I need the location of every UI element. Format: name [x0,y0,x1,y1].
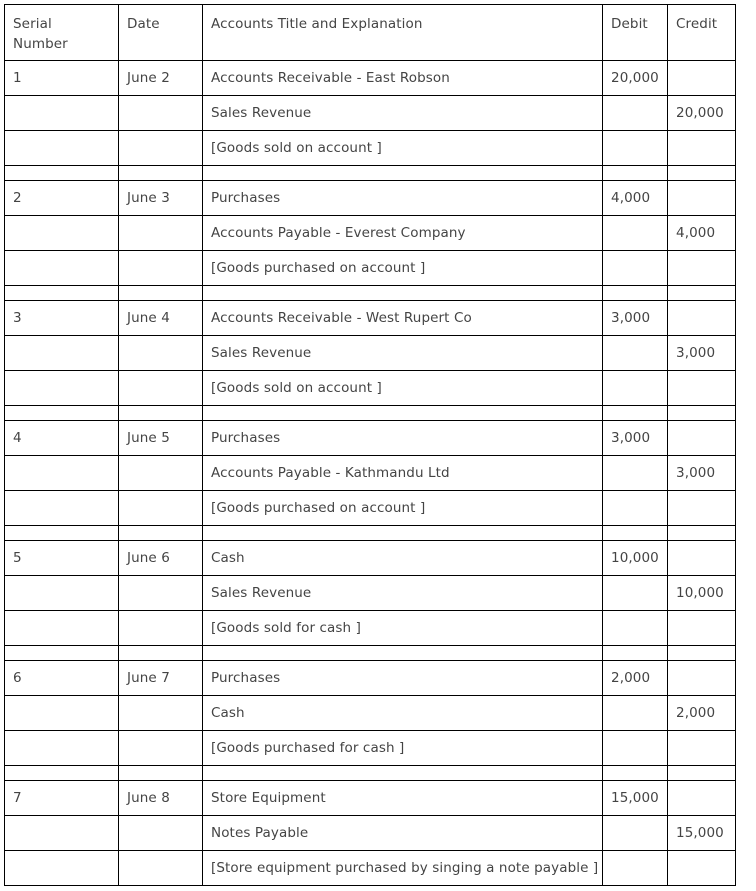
spacer-cell [603,166,668,181]
serial-number-cell [5,611,119,646]
spacer-cell [119,286,203,301]
spacer-cell [119,526,203,541]
serial-number-cell [5,216,119,251]
spacer-cell [119,766,203,781]
credit-amount-cell: 3,000 [668,456,736,491]
credit-amount-cell [668,181,736,216]
table-row-spacer [5,166,736,181]
credit-account-cell: Sales Revenue [203,576,603,611]
spacer-cell [203,766,603,781]
spacer-cell [603,646,668,661]
date-cell: June 5 [119,421,203,456]
spacer-cell [203,406,603,421]
table-row-spacer [5,526,736,541]
serial-number-cell [5,131,119,166]
date-cell [119,491,203,526]
date-cell: June 8 [119,781,203,816]
serial-number-cell: 2 [5,181,119,216]
debit-account-cell: Store Equipment [203,781,603,816]
credit-amount-cell: 3,000 [668,336,736,371]
spacer-cell [119,406,203,421]
spacer-cell [668,166,736,181]
date-cell [119,696,203,731]
debit-amount-cell [603,131,668,166]
debit-amount-cell: 3,000 [603,421,668,456]
credit-amount-cell [668,731,736,766]
table-row-debit [5,61,736,96]
credit-amount-cell [668,611,736,646]
credit-amount-cell [668,541,736,576]
debit-amount-cell [603,336,668,371]
serial-number-cell [5,816,119,851]
spacer-cell [668,526,736,541]
credit-account-cell: Sales Revenue [203,336,603,371]
date-cell [119,576,203,611]
spacer-cell [603,406,668,421]
credit-amount-cell [668,371,736,406]
debit-account-cell: Cash [203,541,603,576]
spacer-cell [668,766,736,781]
table-row-debit [5,421,736,456]
serial-number-cell [5,96,119,131]
header-accounts-title: Accounts Title and Explanation [203,5,603,61]
table-row-credit [5,816,736,851]
serial-number-cell [5,456,119,491]
credit-amount-cell [668,661,736,696]
debit-amount-cell [603,371,668,406]
table-row-spacer [5,406,736,421]
table-row-narration [5,851,736,886]
serial-number-cell: 5 [5,541,119,576]
narration-cell: [Store equipment purchased by singing a note payable ] [203,851,603,886]
debit-amount-cell: 2,000 [603,661,668,696]
spacer-cell [203,286,603,301]
serial-number-cell: 7 [5,781,119,816]
credit-account-cell: Notes Payable [203,816,603,851]
serial-number-cell: 1 [5,61,119,96]
spacer-cell [5,766,119,781]
header-serial-number: Serial Number [5,5,119,61]
spacer-cell [668,646,736,661]
date-cell [119,251,203,286]
credit-account-cell: Cash [203,696,603,731]
credit-account-cell: Sales Revenue [203,96,603,131]
table-row-debit [5,541,736,576]
debit-account-cell: Accounts Receivable - East Robson [203,61,603,96]
spacer-cell [668,406,736,421]
credit-amount-cell [668,421,736,456]
header-date: Date [119,5,203,61]
date-cell [119,96,203,131]
debit-amount-cell [603,96,668,131]
table-row-debit [5,181,736,216]
spacer-cell [603,286,668,301]
debit-account-cell: Accounts Receivable - West Rupert Co [203,301,603,336]
credit-amount-cell: 2,000 [668,696,736,731]
debit-amount-cell [603,731,668,766]
date-cell: June 7 [119,661,203,696]
credit-amount-cell: 20,000 [668,96,736,131]
table-row-credit [5,96,736,131]
table-row-narration [5,611,736,646]
header-row [5,5,736,61]
date-cell [119,851,203,886]
credit-amount-cell [668,251,736,286]
table-row-narration [5,251,736,286]
narration-cell: [Goods sold for cash ] [203,611,603,646]
table-row-spacer [5,646,736,661]
journal-body [5,61,736,886]
narration-cell: [Goods sold on account ] [203,371,603,406]
credit-amount-cell [668,851,736,886]
debit-amount-cell [603,491,668,526]
serial-number-cell: 6 [5,661,119,696]
date-cell [119,611,203,646]
serial-number-cell [5,731,119,766]
serial-number-cell [5,491,119,526]
debit-amount-cell [603,696,668,731]
table-row-spacer [5,766,736,781]
debit-account-cell: Purchases [203,661,603,696]
credit-amount-cell [668,781,736,816]
debit-amount-cell [603,456,668,491]
spacer-cell [119,166,203,181]
narration-cell: [Goods sold on account ] [203,131,603,166]
debit-amount-cell [603,611,668,646]
date-cell [119,216,203,251]
debit-account-cell: Purchases [203,421,603,456]
header-credit: Credit [668,5,736,61]
table-row-narration [5,131,736,166]
credit-amount-cell [668,301,736,336]
header-debit: Debit [603,5,668,61]
spacer-cell [203,646,603,661]
debit-amount-cell [603,576,668,611]
credit-amount-cell [668,61,736,96]
spacer-cell [5,646,119,661]
table-row-credit [5,696,736,731]
credit-amount-cell [668,131,736,166]
credit-account-cell: Accounts Payable - Kathmandu Ltd [203,456,603,491]
spacer-cell [603,526,668,541]
spacer-cell [5,166,119,181]
serial-number-cell: 4 [5,421,119,456]
debit-amount-cell [603,816,668,851]
table-row-credit [5,456,736,491]
debit-amount-cell: 10,000 [603,541,668,576]
debit-amount-cell [603,851,668,886]
debit-account-cell: Purchases [203,181,603,216]
spacer-cell [5,526,119,541]
debit-amount-cell: 4,000 [603,181,668,216]
date-cell [119,456,203,491]
debit-amount-cell: 3,000 [603,301,668,336]
credit-amount-cell: 4,000 [668,216,736,251]
debit-amount-cell [603,251,668,286]
date-cell: June 6 [119,541,203,576]
serial-number-cell [5,696,119,731]
debit-amount-cell [603,216,668,251]
debit-amount-cell: 15,000 [603,781,668,816]
credit-account-cell: Accounts Payable - Everest Company [203,216,603,251]
serial-number-cell [5,251,119,286]
date-cell [119,371,203,406]
date-cell: June 2 [119,61,203,96]
spacer-cell [668,286,736,301]
date-cell: June 3 [119,181,203,216]
table-row-debit [5,661,736,696]
debit-amount-cell: 20,000 [603,61,668,96]
credit-amount-cell [668,491,736,526]
date-cell [119,731,203,766]
spacer-cell [5,286,119,301]
serial-number-cell [5,851,119,886]
table-row-narration [5,371,736,406]
narration-cell: [Goods purchased on account ] [203,251,603,286]
narration-cell: [Goods purchased for cash ] [203,731,603,766]
credit-amount-cell: 10,000 [668,576,736,611]
narration-cell: [Goods purchased on account ] [203,491,603,526]
table-row-narration [5,491,736,526]
table-row-debit [5,301,736,336]
serial-number-cell [5,336,119,371]
serial-number-cell: 3 [5,301,119,336]
date-cell: June 4 [119,301,203,336]
serial-number-cell [5,371,119,406]
spacer-cell [603,766,668,781]
journal-entries-table [4,4,736,886]
date-cell [119,816,203,851]
spacer-cell [203,166,603,181]
table-row-credit [5,576,736,611]
spacer-cell [119,646,203,661]
credit-amount-cell: 15,000 [668,816,736,851]
spacer-cell [203,526,603,541]
serial-number-cell [5,576,119,611]
table-row-spacer [5,286,736,301]
date-cell [119,336,203,371]
date-cell [119,131,203,166]
table-row-credit [5,216,736,251]
table-row-narration [5,731,736,766]
spacer-cell [5,406,119,421]
table-row-debit [5,781,736,816]
table-row-credit [5,336,736,371]
